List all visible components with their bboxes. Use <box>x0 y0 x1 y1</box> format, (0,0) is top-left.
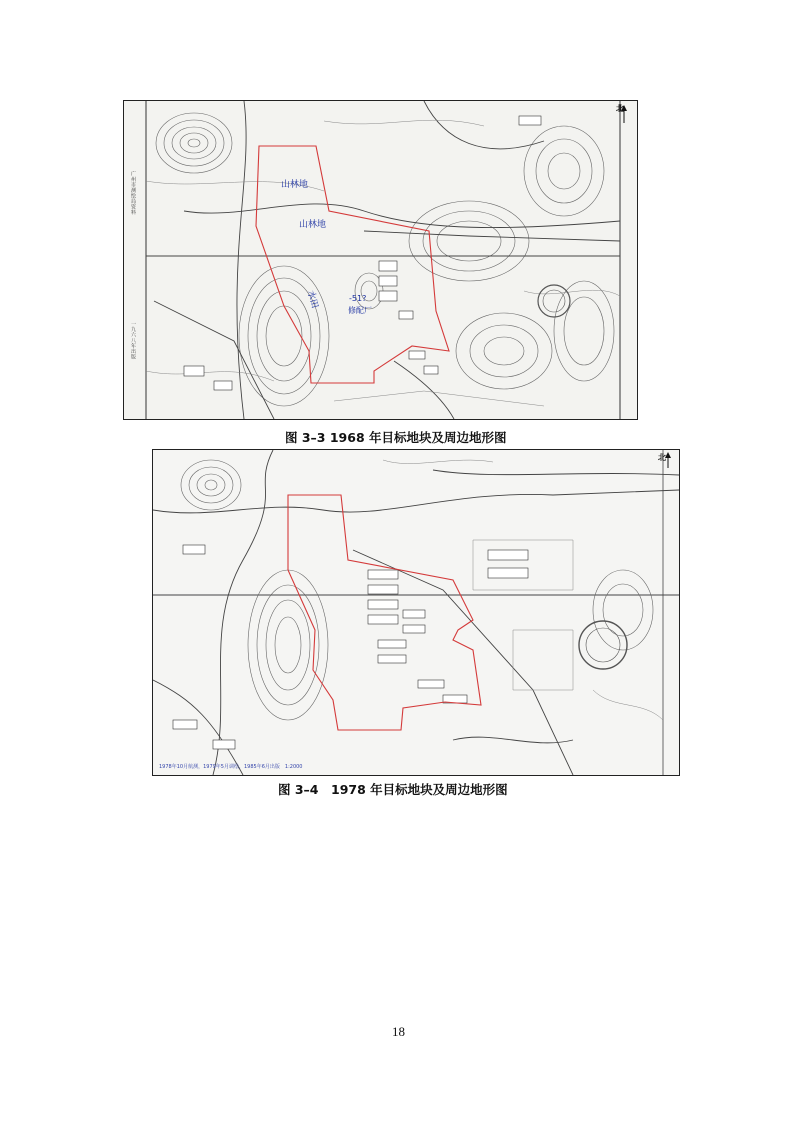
side-note-year: 一九六八年出版 <box>130 321 136 360</box>
north-label-1978: 北 <box>658 453 666 462</box>
figure-caption-1978: 图 3–4 1978 年目标地块及周边地形图 <box>278 782 508 797</box>
figure-caption-1968: 图 3–3 1968 年目标地块及周边地形图 <box>285 430 507 445</box>
label-forest-1: 山林地 <box>281 180 309 190</box>
map-publication-note: 1978年10月航测，1979年5月调绘，1985年6月出版 1:2000 <box>159 764 303 770</box>
north-label: 北 <box>616 104 624 113</box>
label-forest-2: 山林地 <box>299 220 327 230</box>
map-1968-drawing <box>124 101 637 419</box>
page-number: 18 <box>392 1024 405 1039</box>
map-1978-drawing <box>153 450 679 775</box>
label-paddy: 水田 <box>304 289 320 310</box>
topographic-map-1978 <box>152 449 680 776</box>
side-note-source: 广州市测绘局资料 <box>130 171 136 215</box>
topographic-map-1968 <box>123 100 638 420</box>
label-elevation: -51? <box>349 294 367 303</box>
label-plant: 修配厂 <box>348 306 372 315</box>
